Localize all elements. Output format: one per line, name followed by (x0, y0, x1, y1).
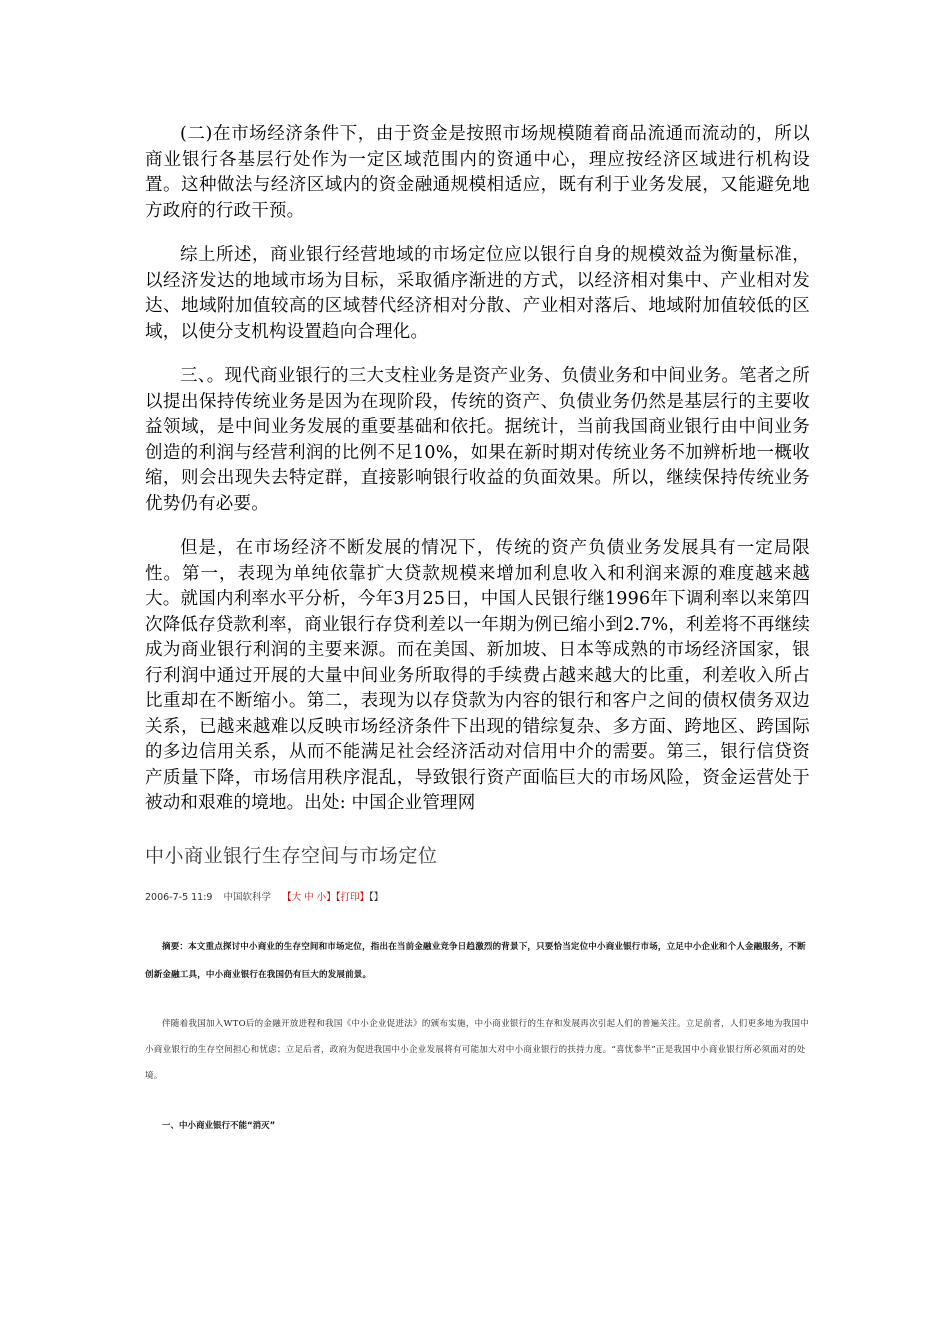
article-source: 中国软科学 (223, 891, 272, 903)
article-title: 中小商业银行生存空间与市场定位 (145, 844, 438, 867)
font-size-medium-link[interactable]: 中 (304, 891, 314, 903)
article-date: 2006-7-5 11:9 (145, 891, 213, 903)
body-paragraph: 三、。现代商业银行的三大支柱业务是资产业务、负债业务和中间业务。笔者之所以提出保持传统业务是因为在现阶段，传统的资产、负债业务仍然是基层行的主要收益领域，是中间业务发展的重要基础和依托。据统计，当前我国商业银行由中间业务创造的利润与经营利润的比例不足10%，如果在新时期对传统业务不加辨析地一概收缩，则会出现失去特定群，直接影响银行收益的负面效果。所以，继续保持传统业务优势仍有必要。 (145, 366, 810, 514)
font-size-bracket-open: 【 (282, 891, 292, 903)
print-bracket-open: 【 (335, 891, 341, 903)
article-meta (145, 891, 810, 905)
article-abstract: 摘要：本文重点探讨中小商业的生存空间和市场定位，指出在当前金融业竞争日趋激烈的背景下，只要恰当定位中小商业银行市场，立足中小企业和个人金融服务，不断创新金融工具，中小商业银行在我国仍有巨大的发展前景。 (145, 941, 806, 980)
article-intro: 伴随着我国加入WTO后的金融开放进程和我国《中小企业促进法》的颁布实施，中小商业银行的生存和发展再次引起人们的普遍关注。立足前者，人们更多地为我国中小商业银行的生存空间担心和忧虑；立足后者，政府为促进我国中小企业发展将有可能加大对中小商业银行的扶持力度。“喜忧参半”正是我国中小商业银行所必须面对的处境。 (145, 1018, 810, 1081)
body-paragraph: 综上所述，商业银行经营地域的市场定位应以银行自身的规模效益为衡量标准，以经济发达的地域市场为目标，采取循序渐进的方式，以经济相对集中、产业相对发达、地域附加值较高的区域替代经济相对分散、产业相对落后、地域附加值较低的区域，以使分支机构设置趋向合理化。 (145, 245, 810, 342)
body-paragraph: (二)在市场经济条件下，由于资金是按照市场规模随着商品流通而流动的，所以商业银行各基层行处作为一定区域范围内的资通中心，理应按经济区域进行机构设置。这种做法与经济区域内的资金融通规模相适应，既有利于业务发展，又能避免地方政府的行政干预。 (145, 124, 810, 221)
font-size-small-link[interactable]: 小 (316, 891, 327, 903)
print-link[interactable]: 打印 (340, 891, 360, 903)
print-bracket-close: 】 (359, 891, 369, 903)
font-size-large-link[interactable]: 大 (291, 891, 302, 903)
font-size-bracket-close: 】 (326, 891, 336, 903)
document-page (145, 122, 810, 1133)
section-heading: 一、中小商业银行不能“消灭” (162, 1120, 276, 1131)
empty-bracket: 【】 (369, 891, 384, 903)
body-paragraph: 但是，在市场经济不断发展的情况下，传统的资产负债业务发展具有一定局限性。第一，表现为单纯依靠扩大贷款规模来增加利息收入和利润来源的难度越来越大。就国内利率水平分析，今年3月25日，中国人民银行继1996年下调利率以来第四次降低存贷款利率，商业银行存贷利差以一年期为例已缩小到2.7%，利差将不再继续成为商业银行利润的主要来源。而在美国、新加坡、日本等成熟的市场经济国家，银行利润中通过开展的大量中间业务所取得的手续费占越来越大的比重，利差收入所占比重却在不断缩小。第二，表现为以存贷款为内容的银行和客户之间的债权债务双边关系，已越来越难以反映市场经济条件下出现的错综复杂、多方面、跨地区、跨国际的多边信用关系，从而不能满足社会经济活动对信用中介的需要。第三，银行信贷资产质量下降，市场信用秩序混乱，导致银行资产面临巨大的市场风险，资金运营处于被动和艰难的境地。出处: 中国企业管理网 (145, 538, 810, 813)
